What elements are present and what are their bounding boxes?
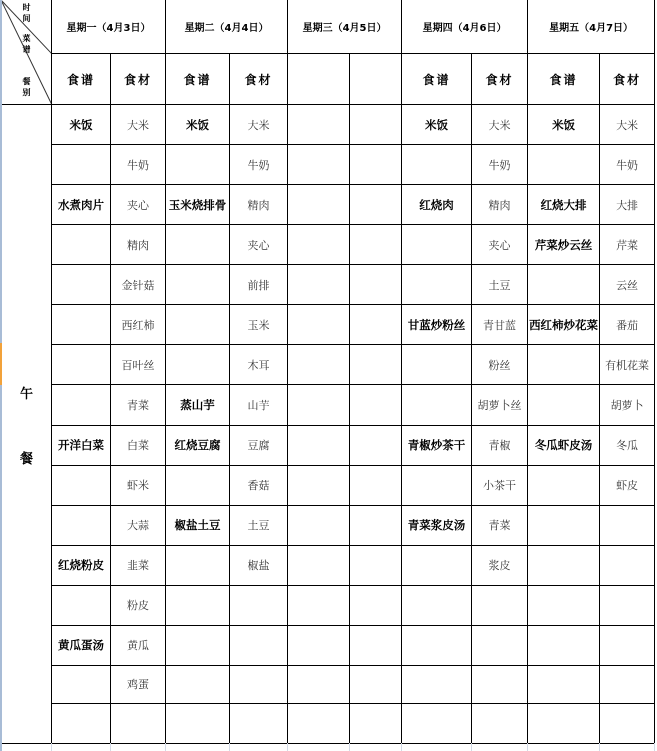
recipe-cell[interactable] [166, 625, 230, 665]
ingredient-cell[interactable]: 青菜 [472, 505, 528, 545]
recipe-cell[interactable] [288, 105, 350, 145]
recipe-cell[interactable]: 米饭 [52, 105, 111, 145]
table-row [1, 465, 655, 505]
gridline [599, 743, 600, 751]
ingredient-cell[interactable]: 前排 [230, 265, 288, 305]
recipe-cell[interactable] [166, 145, 230, 185]
ingredient-cell[interactable]: 夹心 [472, 225, 528, 265]
recipe-cell[interactable] [402, 703, 472, 743]
day-header-friday[interactable]: 星期五（4月7日） [528, 0, 655, 54]
ingredient-cell[interactable] [350, 425, 402, 465]
recipe-cell[interactable] [288, 385, 350, 425]
table-row [1, 265, 655, 305]
recipe-cell[interactable]: 红烧肉 [402, 185, 472, 225]
recipe-cell[interactable]: 黄瓜蛋汤 [52, 625, 111, 665]
corner-header-cell[interactable] [1, 0, 52, 105]
recipe-cell[interactable] [528, 545, 600, 585]
recipe-cell[interactable] [288, 585, 350, 625]
ingredient-cell[interactable]: 牛奶 [600, 145, 655, 185]
ingredient-cell[interactable]: 芹菜 [600, 225, 655, 265]
ingredient-cell[interactable] [472, 703, 528, 743]
ingredient-cell[interactable]: 牛奶 [472, 145, 528, 185]
ingredient-cell[interactable] [350, 105, 402, 145]
recipe-cell[interactable] [166, 465, 230, 505]
recipe-cell[interactable]: 玉米烧排骨 [166, 185, 230, 225]
recipe-cell[interactable] [166, 265, 230, 305]
gridline [287, 743, 288, 751]
table-row [1, 625, 655, 665]
meal-type-label: 餐别 [22, 77, 31, 97]
recipe-cell[interactable] [528, 585, 600, 625]
day-header-row [1, 0, 655, 54]
recipe-cell[interactable] [528, 703, 600, 743]
recipe-cell[interactable] [288, 145, 350, 185]
recipe-cell[interactable] [52, 703, 111, 743]
row-selection-marker [0, 343, 2, 385]
recipe-cell[interactable] [166, 703, 230, 743]
ingredient-cell[interactable] [230, 665, 288, 703]
recipe-cell[interactable] [52, 505, 111, 545]
table-row [1, 145, 655, 185]
ingredient-cell[interactable]: 大米 [111, 105, 166, 145]
ingredient-cell[interactable]: 粉皮 [111, 585, 166, 625]
ingredient-cell[interactable]: 白菜 [111, 425, 166, 465]
recipe-cell[interactable] [52, 385, 111, 425]
recipe-cell[interactable] [288, 225, 350, 265]
ingredient-cell[interactable]: 金针菇 [111, 265, 166, 305]
ingredient-cell[interactable]: 小茶干 [472, 465, 528, 505]
table-row [1, 225, 655, 265]
ingredient-cell[interactable]: 精肉 [111, 225, 166, 265]
recipe-cell[interactable] [52, 305, 111, 345]
ingredient-cell[interactable]: 木耳 [230, 345, 288, 385]
ingredient-cell[interactable]: 浆皮 [472, 545, 528, 585]
table-row [1, 545, 655, 585]
ingredient-cell[interactable] [472, 665, 528, 703]
recipe-cell[interactable] [528, 145, 600, 185]
ingredient-cell[interactable] [472, 625, 528, 665]
gridline [349, 743, 350, 751]
ingredient-header-thursday[interactable]: 食材 [472, 54, 528, 105]
ingredient-header-tuesday[interactable]: 食材 [230, 54, 288, 105]
ingredient-cell[interactable] [600, 585, 655, 625]
ingredient-cell[interactable]: 鸡蛋 [111, 665, 166, 703]
table-row [1, 185, 655, 225]
recipe-cell[interactable] [402, 265, 472, 305]
recipe-cell[interactable] [402, 545, 472, 585]
ingredient-cell[interactable] [350, 505, 402, 545]
ingredient-cell[interactable]: 西红柿 [111, 305, 166, 345]
ingredient-cell[interactable]: 玉米 [230, 305, 288, 345]
gridline [51, 743, 52, 751]
recipe-cell[interactable]: 甘蓝炒粉丝 [402, 305, 472, 345]
ingredient-cell[interactable]: 精肉 [472, 185, 528, 225]
recipe-cell[interactable] [52, 145, 111, 185]
ingredient-cell[interactable] [600, 505, 655, 545]
ingredient-cell[interactable] [350, 385, 402, 425]
ingredient-cell[interactable] [600, 665, 655, 703]
ingredient-cell[interactable]: 粉丝 [472, 345, 528, 385]
ingredient-cell[interactable]: 椒盐 [230, 545, 288, 585]
recipe-cell[interactable] [166, 585, 230, 625]
recipe-cell[interactable]: 米饭 [402, 105, 472, 145]
recipe-cell[interactable] [528, 265, 600, 305]
ingredient-cell[interactable] [350, 305, 402, 345]
ingredient-cell[interactable]: 山芋 [230, 385, 288, 425]
recipe-cell[interactable] [52, 225, 111, 265]
ingredient-cell[interactable]: 香菇 [230, 465, 288, 505]
table-row [1, 665, 655, 703]
ingredient-header-wednesday[interactable] [350, 54, 402, 105]
recipe-cell[interactable] [52, 345, 111, 385]
ingredient-cell[interactable] [350, 225, 402, 265]
table-row [1, 305, 655, 345]
ingredient-cell[interactable]: 虾米 [111, 465, 166, 505]
ingredient-cell[interactable] [472, 585, 528, 625]
ingredient-cell[interactable]: 大排 [600, 185, 655, 225]
column-header-row [1, 54, 655, 105]
ingredient-cell[interactable]: 青椒 [472, 425, 528, 465]
ingredient-cell[interactable]: 胡萝卜丝 [472, 385, 528, 425]
recipe-cell[interactable]: 红烧豆腐 [166, 425, 230, 465]
gridline [229, 743, 230, 751]
day-header-monday[interactable]: 星期一（4月3日） [52, 0, 166, 54]
ingredient-header-monday[interactable]: 食材 [111, 54, 166, 105]
ingredient-cell[interactable]: 大蒜 [111, 505, 166, 545]
recipe-cell[interactable] [528, 665, 600, 703]
recipe-cell[interactable] [52, 465, 111, 505]
dish-label: 菜谱 [22, 34, 31, 54]
recipe-cell[interactable] [288, 625, 350, 665]
recipe-cell[interactable] [288, 345, 350, 385]
table-row [1, 425, 655, 465]
ingredient-cell[interactable]: 云丝 [600, 265, 655, 305]
recipe-cell[interactable] [288, 465, 350, 505]
recipe-header-tuesday[interactable]: 食谱 [166, 54, 230, 105]
recipe-cell[interactable]: 西红柿炒花菜 [528, 305, 600, 345]
recipe-cell[interactable] [288, 505, 350, 545]
recipe-cell[interactable] [288, 545, 350, 585]
gridline [165, 743, 166, 751]
ingredient-cell[interactable] [350, 625, 402, 665]
ingredient-cell[interactable]: 夹心 [230, 225, 288, 265]
recipe-cell[interactable]: 红烧粉皮 [52, 545, 111, 585]
gridline [654, 743, 655, 751]
ingredient-cell[interactable]: 大米 [600, 105, 655, 145]
ingredient-cell[interactable] [600, 545, 655, 585]
recipe-cell[interactable] [528, 385, 600, 425]
recipe-cell[interactable] [166, 545, 230, 585]
ingredient-cell[interactable]: 豆腐 [230, 425, 288, 465]
recipe-header-thursday[interactable]: 食谱 [402, 54, 472, 105]
recipe-cell[interactable]: 椒盐土豆 [166, 505, 230, 545]
ingredient-cell[interactable]: 韭菜 [111, 545, 166, 585]
ingredient-cell[interactable] [350, 265, 402, 305]
ingredient-cell[interactable]: 虾皮 [600, 465, 655, 505]
ingredient-cell[interactable]: 黄瓜 [111, 625, 166, 665]
recipe-cell[interactable] [166, 305, 230, 345]
recipe-cell[interactable] [166, 665, 230, 703]
recipe-cell[interactable] [528, 505, 600, 545]
recipe-cell[interactable] [52, 665, 111, 703]
gridline [110, 743, 111, 751]
table-row [1, 505, 655, 545]
recipe-header-wednesday[interactable] [288, 54, 350, 105]
day-header-tuesday[interactable]: 星期二（4月4日） [166, 0, 288, 54]
meal-label-char-1: 午 [19, 387, 33, 402]
recipe-cell[interactable] [288, 665, 350, 703]
ingredient-cell[interactable]: 牛奶 [111, 145, 166, 185]
recipe-cell[interactable] [402, 665, 472, 703]
ingredient-cell[interactable]: 冬瓜 [600, 425, 655, 465]
ingredient-cell[interactable]: 大米 [230, 105, 288, 145]
recipe-cell[interactable] [166, 225, 230, 265]
recipe-header-friday[interactable]: 食谱 [528, 54, 600, 105]
recipe-cell[interactable] [288, 265, 350, 305]
recipe-cell[interactable] [402, 225, 472, 265]
recipe-cell[interactable] [166, 345, 230, 385]
ingredient-cell[interactable]: 有机花菜 [600, 345, 655, 385]
ingredient-cell[interactable] [230, 703, 288, 743]
ingredient-cell[interactable]: 土豆 [472, 265, 528, 305]
recipe-cell[interactable]: 水煮肉片 [52, 185, 111, 225]
recipe-cell[interactable] [288, 703, 350, 743]
ingredient-cell[interactable] [350, 465, 402, 505]
recipe-cell[interactable] [528, 345, 600, 385]
recipe-cell[interactable]: 开洋白菜 [52, 425, 111, 465]
recipe-cell[interactable] [52, 265, 111, 305]
ingredient-cell[interactable] [111, 703, 166, 743]
recipe-cell[interactable]: 米饭 [166, 105, 230, 145]
recipe-cell[interactable] [402, 465, 472, 505]
recipe-cell[interactable] [52, 585, 111, 625]
ingredient-cell[interactable] [350, 545, 402, 585]
ingredient-cell[interactable]: 胡萝卜 [600, 385, 655, 425]
ingredient-cell[interactable] [350, 345, 402, 385]
recipe-cell[interactable] [528, 465, 600, 505]
ingredient-cell[interactable]: 番茄 [600, 305, 655, 345]
ingredient-cell[interactable]: 大米 [472, 105, 528, 145]
recipe-cell[interactable] [402, 585, 472, 625]
table-row [1, 105, 655, 145]
day-header-wednesday[interactable]: 星期三（4月5日） [288, 0, 402, 54]
ingredient-cell[interactable] [230, 625, 288, 665]
time-label: 时间 [22, 3, 31, 23]
meal-label-char-2: 餐 [19, 452, 33, 467]
ingredient-cell[interactable]: 青菜 [111, 385, 166, 425]
ingredient-cell[interactable] [350, 585, 402, 625]
recipe-cell[interactable] [402, 625, 472, 665]
ingredient-cell[interactable] [350, 145, 402, 185]
ingredient-cell[interactable] [350, 703, 402, 743]
ingredient-cell[interactable]: 百叶丝 [111, 345, 166, 385]
table-row [1, 345, 655, 385]
ingredient-cell[interactable] [230, 585, 288, 625]
recipe-cell[interactable]: 芹菜炒云丝 [528, 225, 600, 265]
recipe-cell[interactable] [402, 345, 472, 385]
day-header-thursday[interactable]: 星期四（4月6日） [402, 0, 528, 54]
recipe-cell[interactable] [288, 185, 350, 225]
gridline [401, 743, 402, 751]
recipe-cell[interactable]: 青菜浆皮汤 [402, 505, 472, 545]
table-row [1, 703, 655, 743]
recipe-cell[interactable] [288, 425, 350, 465]
ingredient-cell[interactable] [600, 625, 655, 665]
gridline [527, 743, 528, 751]
recipe-cell[interactable]: 冬瓜虾皮汤 [528, 425, 600, 465]
gridline [471, 743, 472, 751]
ingredient-cell[interactable] [350, 185, 402, 225]
recipe-cell[interactable] [528, 625, 600, 665]
ingredient-cell[interactable] [350, 665, 402, 703]
recipe-cell[interactable]: 青椒炒茶干 [402, 425, 472, 465]
ingredient-header-friday[interactable]: 食材 [600, 54, 655, 105]
meal-type-cell-lunch[interactable] [1, 105, 52, 744]
ingredient-cell[interactable]: 牛奶 [230, 145, 288, 185]
recipe-header-monday[interactable]: 食谱 [52, 54, 111, 105]
table-row [1, 585, 655, 625]
ingredient-cell[interactable]: 青甘蓝 [472, 305, 528, 345]
ingredient-cell[interactable]: 夹心 [111, 185, 166, 225]
ingredient-cell[interactable] [600, 703, 655, 743]
table-row [1, 385, 655, 425]
recipe-cell[interactable] [288, 305, 350, 345]
ingredient-cell[interactable]: 精肉 [230, 185, 288, 225]
recipe-cell[interactable]: 米饭 [528, 105, 600, 145]
recipe-cell[interactable] [402, 145, 472, 185]
ingredient-cell[interactable]: 土豆 [230, 505, 288, 545]
recipe-cell[interactable]: 蒸山芋 [166, 385, 230, 425]
recipe-cell[interactable] [402, 385, 472, 425]
recipe-cell[interactable]: 红烧大排 [528, 185, 600, 225]
